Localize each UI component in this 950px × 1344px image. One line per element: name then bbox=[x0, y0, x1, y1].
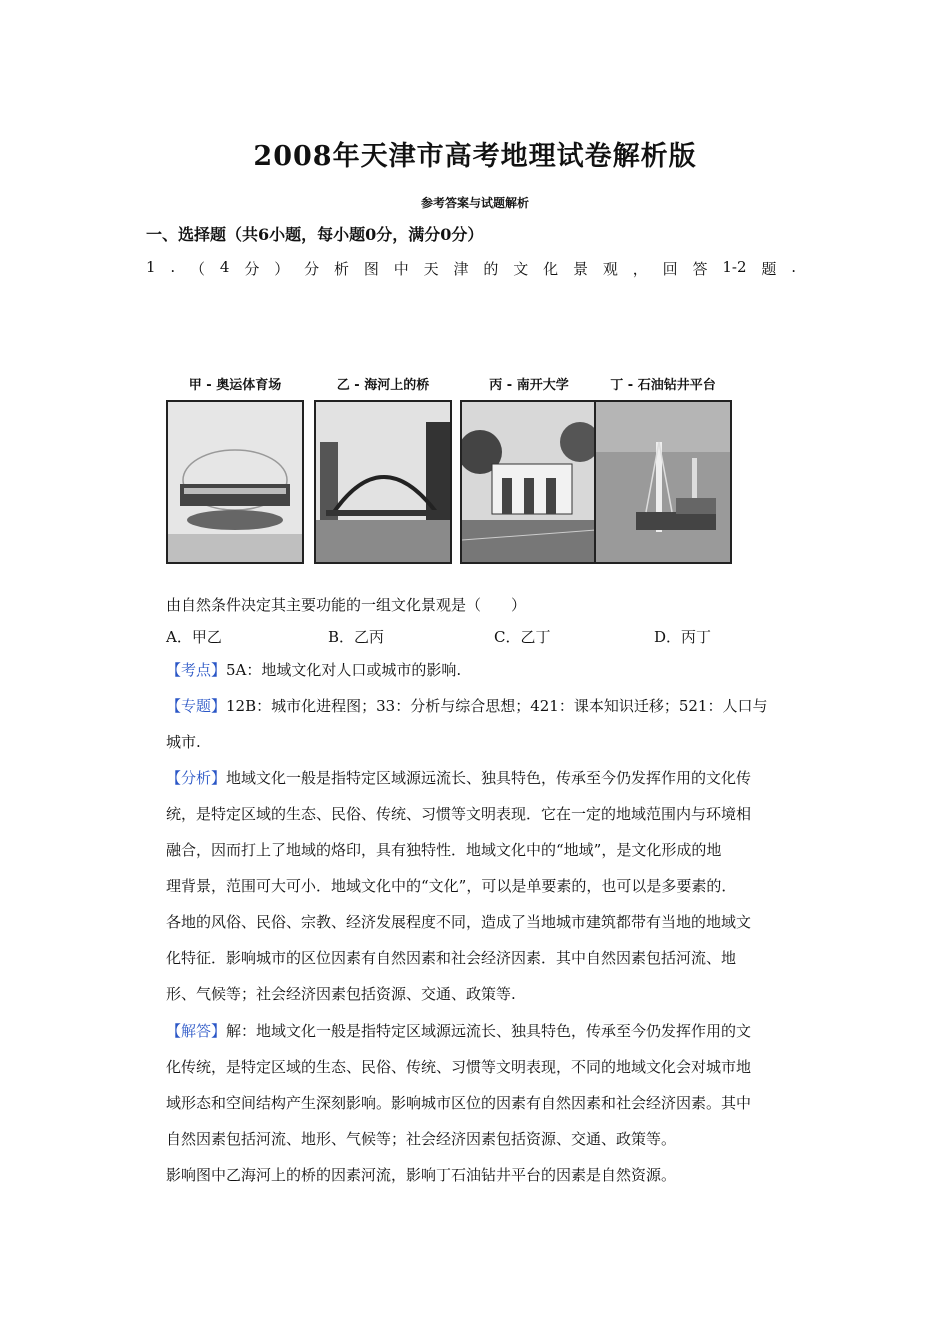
oil-platform-photo-icon bbox=[594, 400, 732, 564]
question-1-token: 中 bbox=[393, 260, 409, 278]
stadium-photo-icon bbox=[166, 400, 304, 564]
option-a[interactable]: A．甲乙 bbox=[166, 628, 222, 646]
question-1-token: 4 bbox=[219, 258, 230, 276]
document-title: 2008年天津市高考地理试卷解析版 bbox=[253, 141, 697, 172]
jieda-line: 影响图中乙海河上的桥的因素河流，影响丁石油钻井平台的因素是自然资源。 bbox=[166, 1166, 677, 1184]
figure-panel-bing bbox=[460, 376, 598, 564]
question-1-token: 分 bbox=[244, 260, 260, 278]
figure-panel-jia bbox=[166, 376, 304, 564]
question-1-prompt bbox=[146, 258, 796, 279]
figure-caption: 丁 - 石油钻井平台 bbox=[610, 378, 716, 393]
question-1-token: . bbox=[791, 258, 796, 276]
figure-caption: 甲 - 奥运体育场 bbox=[188, 378, 282, 393]
question-1-token: 文 bbox=[513, 260, 529, 278]
document-subtitle: 参考答案与试题解析 bbox=[420, 196, 529, 210]
jieda-tag: 【解答】 bbox=[166, 1022, 227, 1040]
fenxi-text: 地域文化一般是指特定区域源远流长、独具特色，传承至今仍发挥作用的文化传 bbox=[226, 769, 752, 787]
question-1-token: 津 bbox=[453, 260, 469, 278]
zhuanti-tag: 【专题】 bbox=[166, 697, 227, 715]
question-1-token: 分 bbox=[304, 260, 320, 278]
fenxi-line: 化特征．影响城市的区位因素有自然因素和社会经济因素．其中自然因素包括河流、地 bbox=[166, 949, 737, 967]
question-1-token: 1-2 bbox=[722, 258, 747, 276]
question-1-token: 答 bbox=[692, 260, 708, 278]
option-d[interactable]: D．丙丁 bbox=[654, 628, 712, 646]
question-1-token: 题 bbox=[761, 260, 777, 278]
question-1-token: 图 bbox=[363, 260, 379, 278]
question-1-token: 1 bbox=[146, 258, 156, 276]
jieda-line: 化传统，是特定区域的生态、民俗、传统、习惯等文明表现，不同的地域文化会对城市地 bbox=[166, 1058, 752, 1076]
bridge-photo-icon bbox=[314, 400, 452, 564]
fenxi-line bbox=[166, 760, 806, 796]
fenxi-tag: 【分析】 bbox=[166, 769, 227, 787]
question-1-token: 析 bbox=[333, 260, 349, 278]
figure-panel-ding bbox=[594, 376, 732, 564]
figure-panel-yi bbox=[314, 376, 452, 564]
section-heading: 一、选择题（共6小题，每小题0分，满分0分） bbox=[146, 225, 484, 244]
jieda-line bbox=[166, 1013, 806, 1049]
kaodian-block bbox=[166, 652, 806, 688]
question-1-token: 观 bbox=[602, 260, 618, 278]
question-1-token: ） bbox=[274, 260, 290, 278]
zhuanti-line bbox=[166, 688, 806, 724]
question-1-token: 天 bbox=[423, 260, 439, 278]
zhuanti-line: 城市. bbox=[166, 733, 201, 751]
question-1-token: 回 bbox=[662, 260, 678, 278]
fenxi-line: 理背景，范围可大可小．地域文化中的“文化”，可以是单要素的，也可以是多要素的． bbox=[166, 877, 737, 895]
figure-caption: 丙 - 南开大学 bbox=[489, 378, 569, 393]
fenxi-line: 融合，因而打上了地域的烙印，具有独特性．地域文化中的“地域”，是文化形成的地 bbox=[166, 841, 722, 859]
jieda-block bbox=[166, 1013, 806, 1193]
option-b[interactable]: B．乙丙 bbox=[328, 628, 385, 646]
jieda-line: 自然因素包括河流、地形、气候等；社会经济因素包括资源、交通、政策等。 bbox=[166, 1130, 677, 1148]
question-1-token: ， bbox=[632, 260, 648, 278]
question-1-token: . bbox=[170, 258, 176, 276]
question-1-token: （ bbox=[190, 260, 206, 278]
question-1-token: 化 bbox=[543, 260, 559, 278]
question-stem: 由自然条件决定其主要功能的一组文化景观是（ ） bbox=[166, 596, 527, 614]
question-1-token: 的 bbox=[483, 260, 499, 278]
jieda-line: 域形态和空间结构产生深刻影响。影响城市区位的因素有自然因素和社会经济因素。其中 bbox=[166, 1094, 752, 1112]
landscape-figure bbox=[166, 376, 736, 571]
zhuanti-text: 12B：城市化进程图；33：分析与综合思想；421：课本知识迁移；521：人口与 bbox=[226, 697, 768, 715]
university-photo-icon bbox=[460, 400, 598, 564]
option-c[interactable]: C．乙丁 bbox=[494, 628, 551, 646]
zhuanti-block bbox=[166, 688, 806, 760]
fenxi-block bbox=[166, 760, 806, 1012]
kaodian-line bbox=[166, 652, 806, 688]
fenxi-line: 各地的风俗、民俗、宗教、经济发展程度不同，造成了当地城市建筑都带有当地的地域文 bbox=[166, 913, 752, 931]
kaodian-tag: 【考点】 bbox=[166, 661, 227, 679]
question-1-token: 景 bbox=[572, 260, 588, 278]
jieda-text: 解：地域文化一般是指特定区域源远流长、独具特色，传承至今仍发挥作用的文 bbox=[226, 1022, 752, 1040]
fenxi-line: 统，是特定区域的生态、民俗、传统、习惯等文明表现．它在一定的地域范围内与环境相 bbox=[166, 805, 752, 823]
kaodian-text: 5A：地域文化对人口或城市的影响. bbox=[226, 661, 462, 679]
fenxi-line: 形、气候等；社会经济因素包括资源、交通、政策等. bbox=[166, 985, 516, 1003]
figure-caption: 乙 - 海河上的桥 bbox=[336, 378, 430, 393]
